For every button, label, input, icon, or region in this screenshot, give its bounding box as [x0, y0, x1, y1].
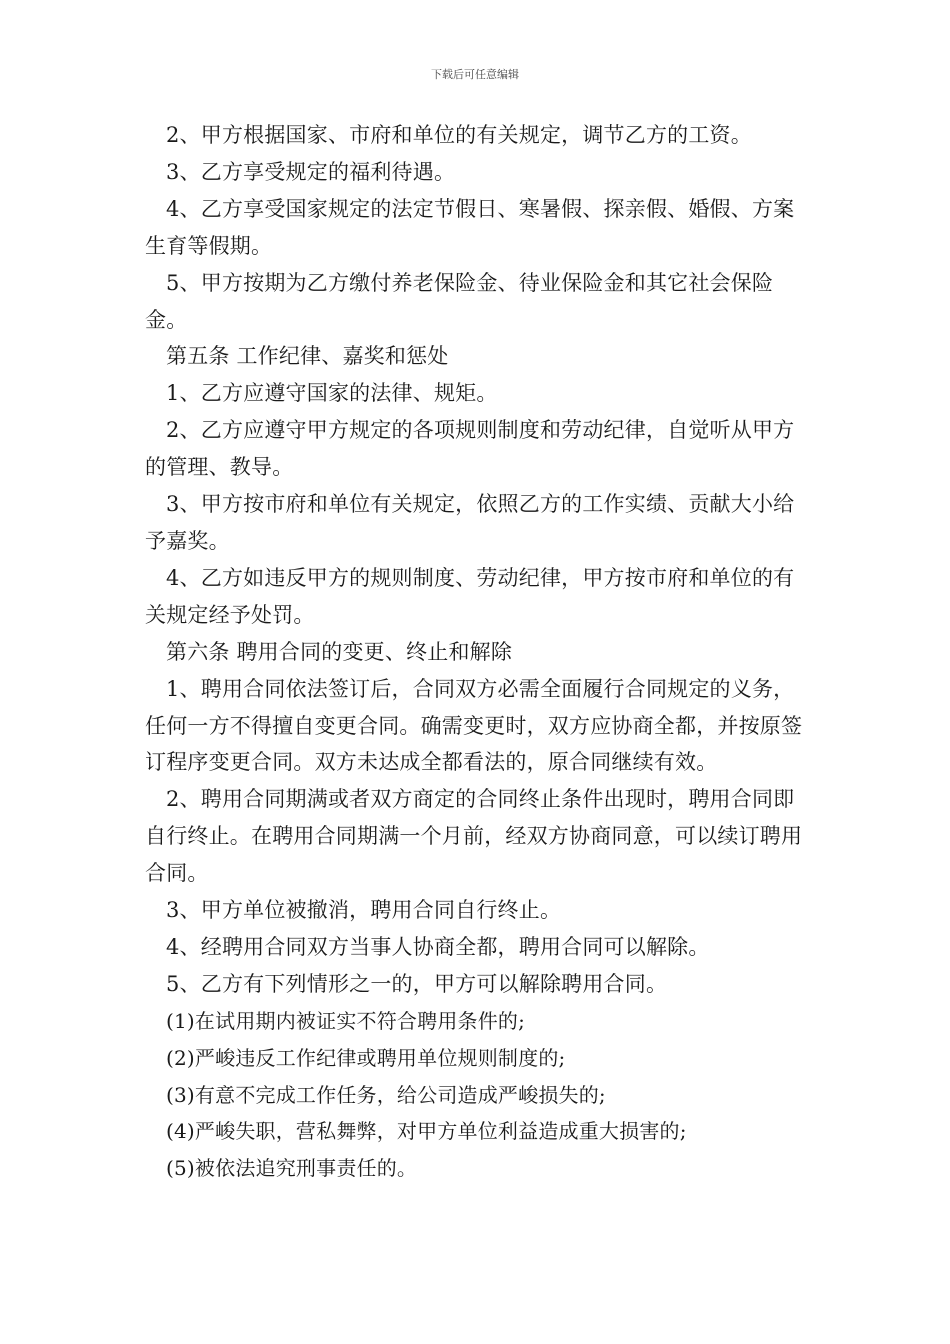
- list-item: (4)严峻失职，营私舞弊，对甲方单位利益造成重大损害的;: [166, 1119, 687, 1144]
- paragraph: 1、乙方应遵守国家的法律、规矩。: [166, 381, 498, 406]
- section-heading: 第五条 工作纪律、嘉奖和惩处: [166, 344, 449, 369]
- section-heading: 第六条 聘用合同的变更、终止和解除: [166, 639, 513, 664]
- paragraph: 5、乙方有下列情形之一的，甲方可以解除聘用合同。: [166, 971, 668, 996]
- paragraph: 2、乙方应遵守甲方规定的各项规则制度和劳动纪律，自觉听从甲方的管理、教导。: [145, 418, 795, 480]
- paragraph: 2、聘用合同期满或者双方商定的合同终止条件出现时，聘用合同即自行终止。在聘用合同期满一个月前，经双方协商同意，可以续订聘用合同。: [145, 787, 803, 886]
- document-body: [145, 117, 810, 1187]
- list-item: (2)严峻违反工作纪律或聘用单位规则制度的;: [166, 1045, 566, 1070]
- paragraph: 4、乙方享受国家规定的法定节假日、寒暑假、探亲假、婚假、方案生育等假期。: [145, 196, 795, 258]
- paragraph: 5、甲方按期为乙方缴付养老保险金、待业保险金和其它社会保险金。: [145, 270, 774, 332]
- list-item: (1)在试用期内被证实不符合聘用条件的;: [166, 1008, 526, 1033]
- list-item: (5)被依法追究刑事责任的。: [166, 1156, 418, 1181]
- paragraph: 3、甲方按市府和单位有关规定，依照乙方的工作实绩、贡献大小给予嘉奖。: [145, 492, 795, 553]
- paragraph: 1、聘用合同依法签订后，合同双方必需全面履行合同规定的义务，任何一方不得擅自变更合同。确需变更时，双方应协商全都，并按原签订程序变更合同。双方未达成全都看法的，原合同继续有效。: [145, 676, 803, 775]
- page-header: 下载后可任意编辑: [431, 68, 519, 81]
- list-item: (3)有意不完成工作任务，给公司造成严峻损失的;: [166, 1082, 606, 1107]
- paragraph: 3、乙方享受规定的福利待遇。: [166, 159, 456, 184]
- paragraph: 2、甲方根据国家、市府和单位的有关规定，调节乙方的工资。: [166, 123, 752, 147]
- paragraph: 4、乙方如违反甲方的规则制度、劳动纪律，甲方按市府和单位的有关规定经予处罚。: [145, 565, 795, 627]
- paragraph: 3、甲方单位被撤消，聘用合同自行终止。: [166, 898, 562, 923]
- paragraph: 4、经聘用合同双方当事人协商全都，聘用合同可以解除。: [166, 934, 710, 959]
